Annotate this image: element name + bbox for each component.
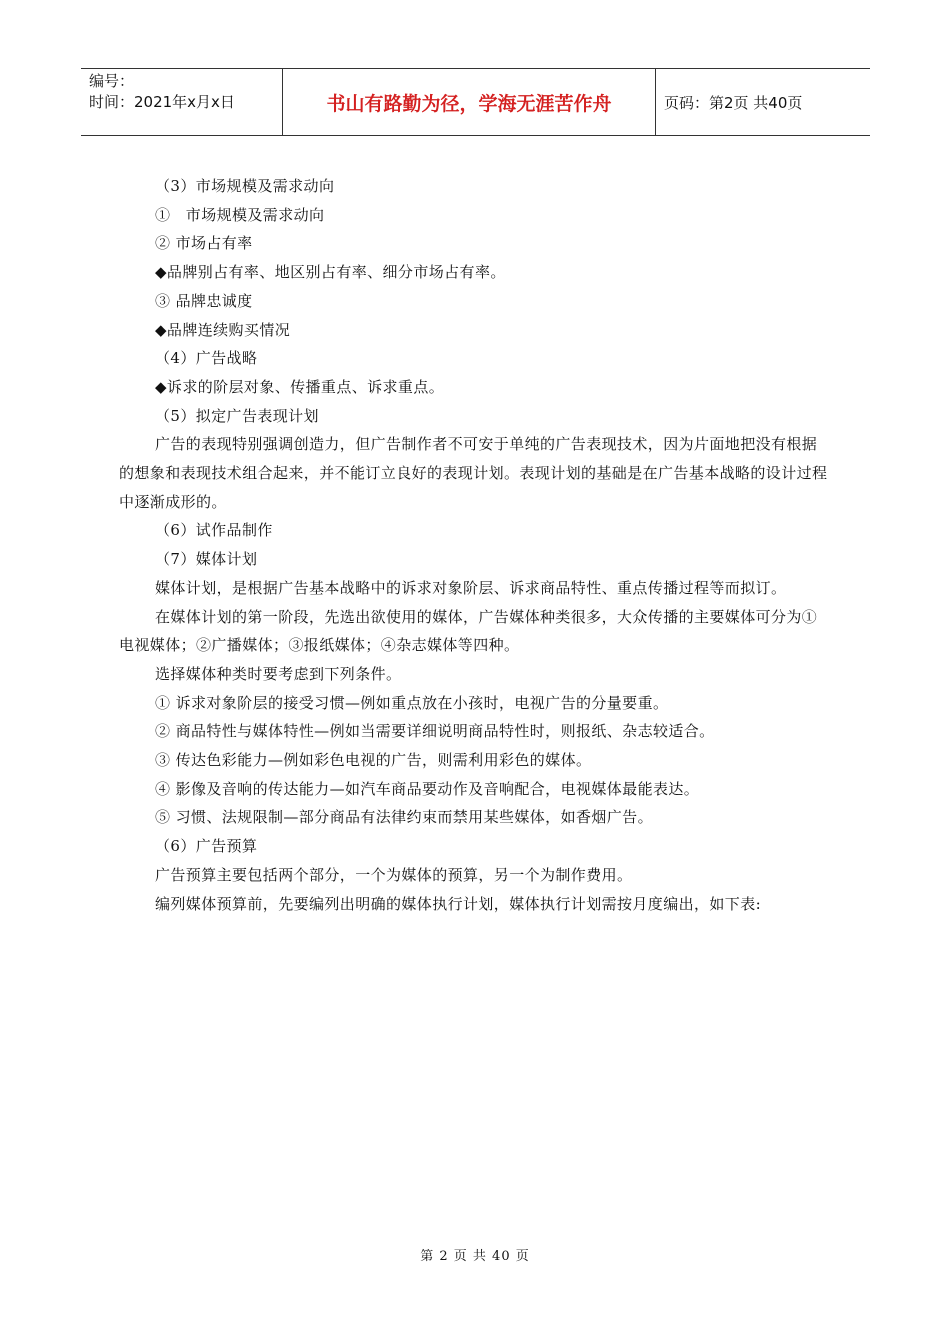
body-line: ② 市场占有率 xyxy=(155,234,253,253)
body-line: ③ 传达色彩能力—例如彩色电视的广告，则需利用彩色的媒体。 xyxy=(155,751,592,770)
header-meta xyxy=(81,69,283,135)
header-motto: 书山有路勤为径，学海无涯苦作舟 xyxy=(283,69,656,135)
document-body xyxy=(119,172,831,918)
body-line: （3）市场规模及需求动向 xyxy=(155,177,335,195)
body-line: ① 市场规模及需求动向 xyxy=(155,205,325,224)
body-line: （7）媒体计划 xyxy=(155,550,258,569)
body-line: ② 商品特性与媒体特性—例如当需要详细说明商品特性时，则报纸、杂志较适合。 xyxy=(155,722,715,741)
body-line: 广告预算主要包括两个部分，一个为媒体的预算，另一个为制作费用。 xyxy=(155,865,633,884)
document-time-label: 时间：2021年x月x日 xyxy=(89,93,235,111)
body-line: （5）拟定广告表现计划 xyxy=(155,406,319,425)
body-line: （4）广告战略 xyxy=(155,349,258,368)
body-line: ⑤ 习惯、法规限制—部分商品有法律约束而禁用某些媒体，如香烟广告。 xyxy=(155,808,653,827)
header-page-info: 页码：第2页 共40页 xyxy=(664,93,803,112)
body-line: ① 诉求对象阶层的接受习惯—例如重点放在小孩时，电视广告的分量要重。 xyxy=(155,693,669,712)
body-line: ◆诉求的阶层对象、传播重点、诉求重点。 xyxy=(155,377,445,396)
body-line: ③ 品牌忠诚度 xyxy=(155,291,253,310)
page-header xyxy=(81,68,870,136)
body-line: 选择媒体种类时要考虑到下列条件。 xyxy=(155,664,402,683)
page-footer: 第 2 页 共 40 页 xyxy=(420,1249,530,1264)
body-paragraph: 广告的表现特别强调创造力，但广告制作者不可安于单纯的广告表现技术，因为片面地把没有根据的想象和表现技术组合起来，并不能订立良好的表现计划。表现计划的基础是在广告基本战略的设计过程中逐渐成形的。 xyxy=(119,435,828,511)
body-paragraph: 在媒体计划的第一阶段，先选出欲使用的媒体，广告媒体种类很多，大众传播的主要媒体可分为①电视媒体；②广播媒体；③报纸媒体；④杂志媒体等四种。 xyxy=(119,607,818,655)
body-paragraph: 媒体计划，是根据广告基本战略中的诉求对象阶层、诉求商品特性、重点传播过程等而拟订。 xyxy=(155,578,787,597)
body-line: ④ 影像及音响的传达能力—如汽车商品要动作及音响配合，电视媒体最能表达。 xyxy=(155,779,700,798)
body-line: （6）试作品制作 xyxy=(155,521,273,540)
body-line: （6）广告预算 xyxy=(155,837,258,856)
body-line: 编列媒体预算前，先要编列出明确的媒体执行计划，媒体执行计划需按月度编出，如下表: xyxy=(155,894,762,913)
document-number-label: 编号： xyxy=(89,72,135,90)
body-line: ◆品牌连续购买情况 xyxy=(155,320,291,339)
body-line: ◆品牌别占有率、地区别占有率、细分市场占有率。 xyxy=(155,263,506,282)
